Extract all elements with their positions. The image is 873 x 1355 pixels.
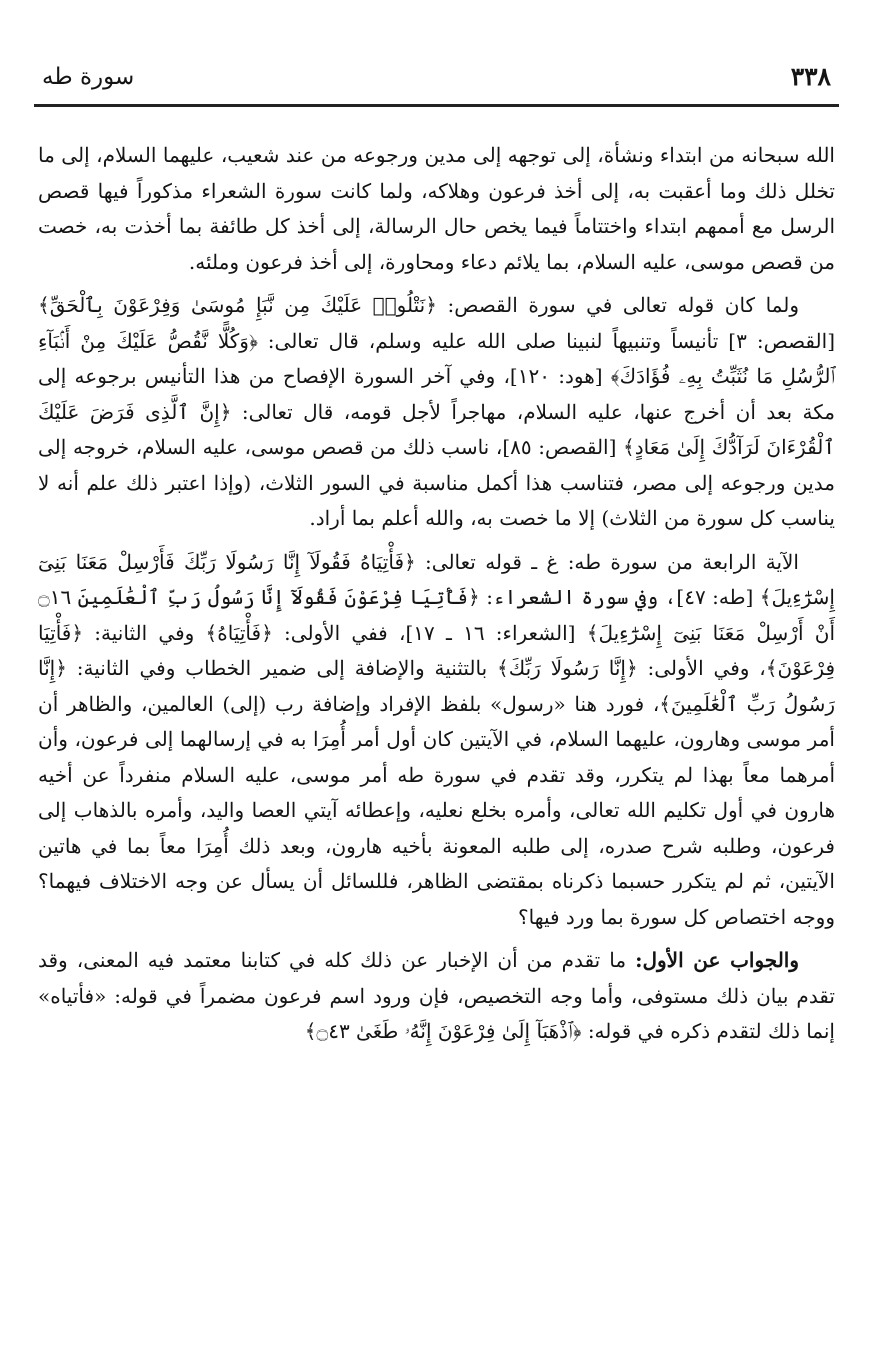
surah-title: سورة طه [42, 64, 135, 90]
paragraph-qasas: ولما كان قوله تعالى في سورة القصص: ﴿نَتْلُوا۟ عَلَيْكَ مِن نَّبَإِ مُوسَىٰ وَفِرْعَوْنَ بِٱلْحَقِّ﴾ [القصص: ٣] تأنيساً وتنبيهاً لنبينا صلى الله عليه وسلم، قال تعالى: ﴿وَكُلًّا نَّقُصُّ عَلَيْكَ مِنْ أَنۢبَآءِ ٱلرُّسُلِ مَا نُثَبِّتُ بِهِۦ فُؤَادَكَ﴾ [هود: ١٢٠]، وفي آخر السورة الإفصاح من هذا التأنيس برجوعه إلى مكة بعد أن أخرج عنها، عليه السلام، مهاجراً لأجل قومه، قال تعالى: ﴿إِنَّ ٱلَّذِى فَرَضَ عَلَيْكَ ٱلْقُرْءَانَ لَرَآدُّكَ إِلَىٰ مَعَادٍ﴾ [القصص: ٨٥]، ناسب ذلك من قصص موسى، عليه السلام، خروجه إلى مدين ورجوعه إلى مصر، فتناسب هذا أكمل مناسبة في السور الثلاث، (وإذا اعتبر ذلك علم أنه لا يناسب كل سورة من الثلاث) إلا ما خصت به، والله أعلم بما أراد. [38, 293, 836, 530]
answer-lead: والجواب عن الأول: [635, 948, 800, 972]
text-body [38, 138, 835, 1058]
paragraph-fourth-verse: الآية الرابعة من سورة طه: غ ـ قوله تعالى: ﴿فَأْتِيَاهُ فَقُولَآ إِنَّا رَسُولَا رَبِّكَ فَأَرْسِلْ مَعَنَا بَنِىٓ إِسْرَٰٓءِيلَ﴾ [طه: ٤٧]، وفي سورة الشعراء: ﴿فَأْتِيَا فِرْعَوْنَ فَقُولَآ إِنَّا رَسُولُ رَبِّ ٱلْعَٰلَمِينَ ۝١٦ أَنْ أَرْسِلْ مَعَنَا بَنِىٓ إِسْرَٰٓءِيلَ﴾ [الشعراء: ١٦ ـ ١٧]، ففي الأولى: ﴿فَأْتِيَاهُ﴾ وفي الثانية: ﴿فَأْتِيَا فِرْعَوْنَ﴾، وفي الأولى: ﴿إِنَّا رَسُولَا رَبِّكَ﴾ بالتثنية والإضافة إلى ضمير الخطاب وفي الثانية: ﴿إِنَّا رَسُولُ رَبِّ ٱلْعَٰلَمِينَ﴾، فورد هنا «رسول» بلفظ الإفراد وإضافة رب (إلى) العالمين، والظاهر أن أمر موسى وهارون، عليهما السلام، في الآيتين كان أول أمر أُمِرَا به في إرسالهما إلى فرعون، وأن أمرهما معاً بهذا لم يتكرر، وقد تقدم في سورة طه أمر موسى، عليه السلام منفرداً عن أخيه هارون في أول تكليم الله تعالى، وأمره بخلع نعليه، وإعطائه آيتي العصا واليد، وأمره بالذهاب إلى فرعون، وطلبه شرح صدره، إلى طلبه المعونة بأخيه هارون، وبعد ذلك أُمِرَا معاً بما في هاتين الآيتين، ثم لم يتكرر حسبما ذكرناه بمقتضى الظاهر، فللسائل أن يسأل عن وجه الاختلاف فيهما؟ ووجه اختصاص كل سورة بما ورد فيها؟ [38, 549, 835, 929]
header-divider [34, 104, 839, 107]
answer-text: ما تقدم من أن الإخبار عن ذلك كله في كتابنا معتمد فيه المعنى، وقد تقدم بيان ذلك مستوفى، وأما وجه التخصيص، فإن ورود اسم فرعون مضمراً في قوله: «فأتياه» إنما ذلك لتقدم ذكره في قوله: ﴿ٱذْهَبَآ إِلَىٰ فِرْعَوْنَ إِنَّهُۥ طَغَىٰ ۝٤٣﴾ [38, 948, 835, 1043]
page-header [38, 62, 835, 102]
paragraph-intro: الله سبحانه من ابتداء ونشأة، إلى توجهه إلى مدين ورجوعه من عند شعيب، عليهما السلام، إلى ما تخلل ذلك وما أعقبت به، إلى أخذ فرعون وهلاكه، ولما كانت سورة الشعراء مذكوراً فيها قصص الرسل مع أممهم ابتداء واختتاماً فيما يخص حال الرسالة، إلى أخذ كل طائفة بما أخذت به، خصت من قصص موسى، عليه السلام، بما يلائم دعاء ومحاورة، إلى أخذ فرعون وملئه. [38, 143, 835, 274]
page-number: ٣٣٨ [790, 62, 831, 91]
paragraph-answer [38, 943, 835, 1050]
